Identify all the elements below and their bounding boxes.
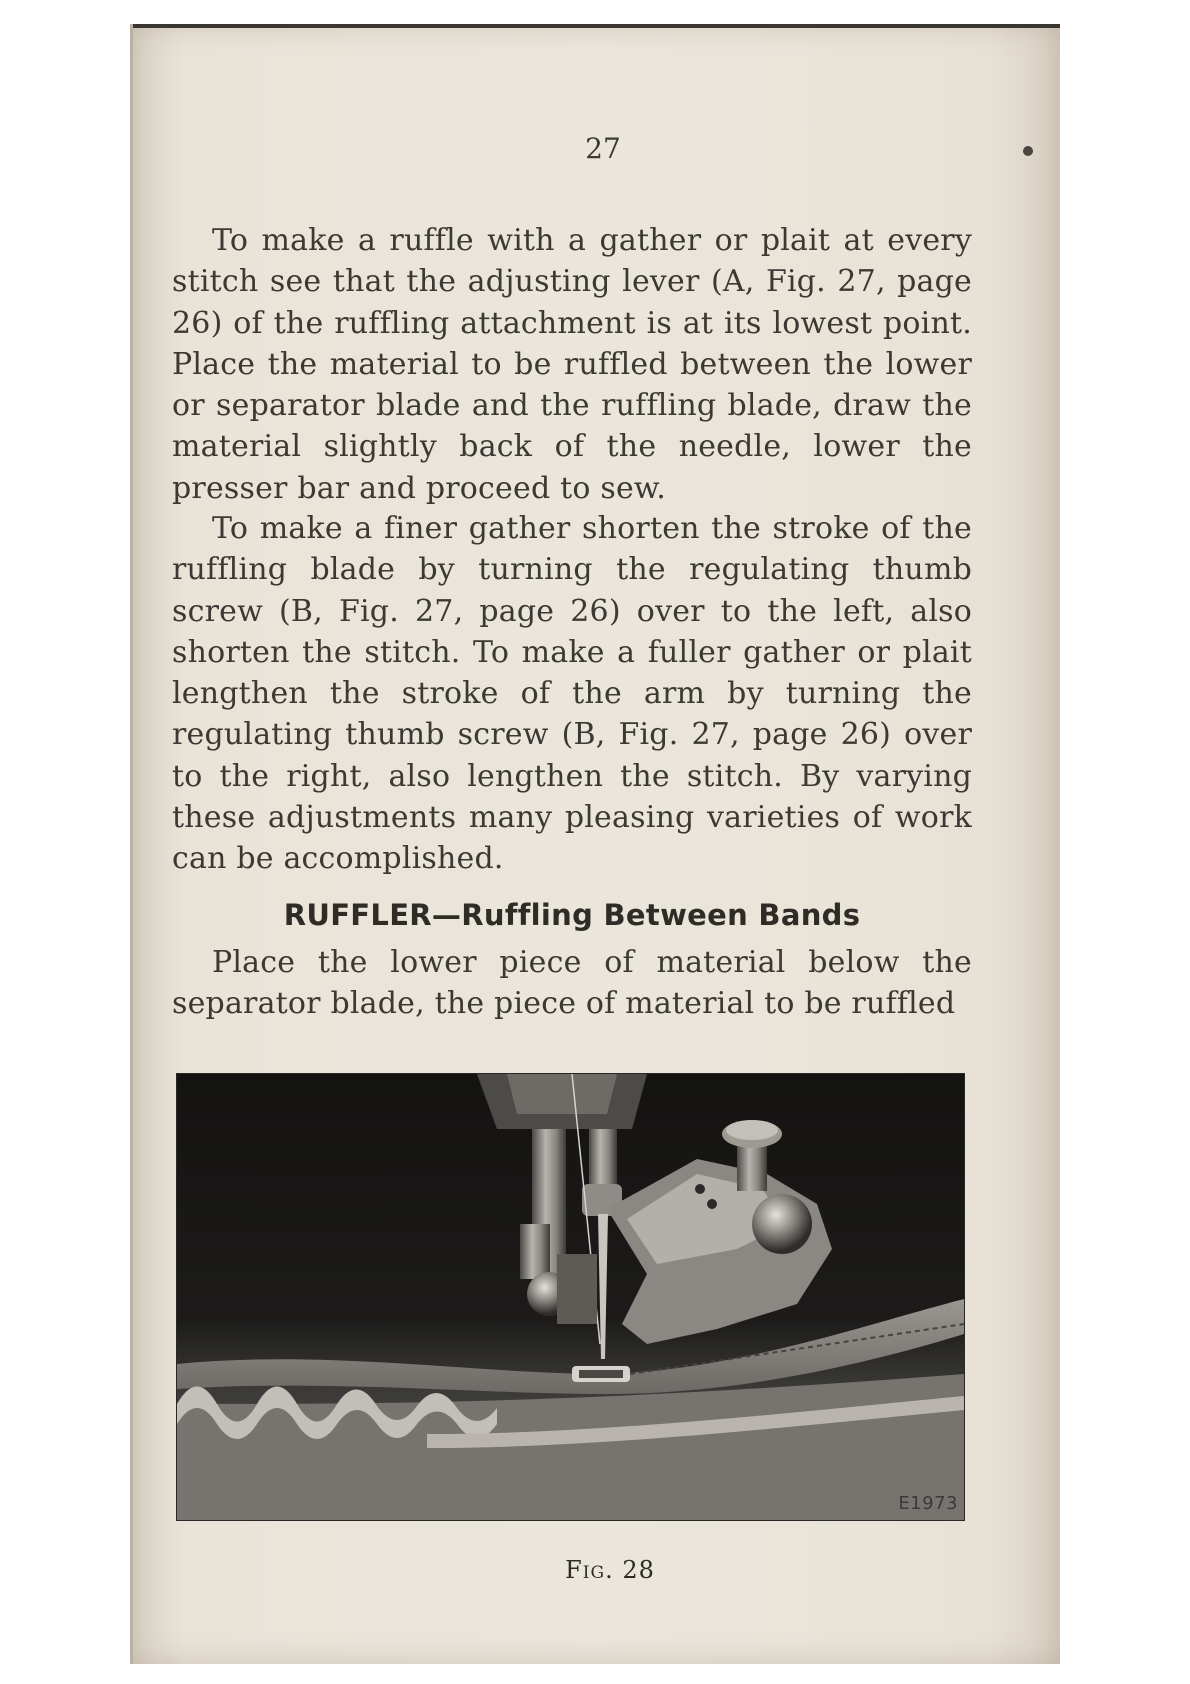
paragraph-finer-gather: To make a finer gather shorten the stroke of the ruffling blade by turning the regulating thumb screw (B, Fig. 27, page 26) over to the left, also shorten the stitch. To make a fuller gather or plait lengthen the stroke of the arm by turning the regulating thumb screw (B, Fig. 27, page 26) over to the right, also lengthen the stitch. By varying these adjustments many pleasing varieties of work can be accomplished.	[172, 511, 972, 877]
paragraph-ruffle-every-stitch: To make a ruffle with a gather or plait at every stitch see that the adjusting lever (A, Fig. 27, page 26) of the ruffling attachment is at its lowest point. Place the material to be ruffled between the lower or separator blade and the ruffling blade, draw the material slightly back of the needle, lower the presser bar and proceed to sew.	[172, 223, 972, 506]
paragraph-ruffling-between-bands: Place the lower piece of material below the separator blade, the piece of material to be ruffled	[172, 945, 972, 1022]
figure-caption: Fig. 28	[565, 1556, 655, 1584]
photo-code-label: E1973	[898, 1493, 958, 1514]
page-top-edge	[130, 24, 1060, 28]
figure-photo-ruffler-attachment	[176, 1073, 965, 1521]
punch-dot-mark	[1023, 146, 1033, 156]
section-heading: RUFFLER—Ruffling Between Bands	[283, 898, 861, 932]
page-left-edge	[130, 24, 133, 1664]
manual-page	[130, 24, 1060, 1664]
page-number: 27	[585, 132, 621, 165]
